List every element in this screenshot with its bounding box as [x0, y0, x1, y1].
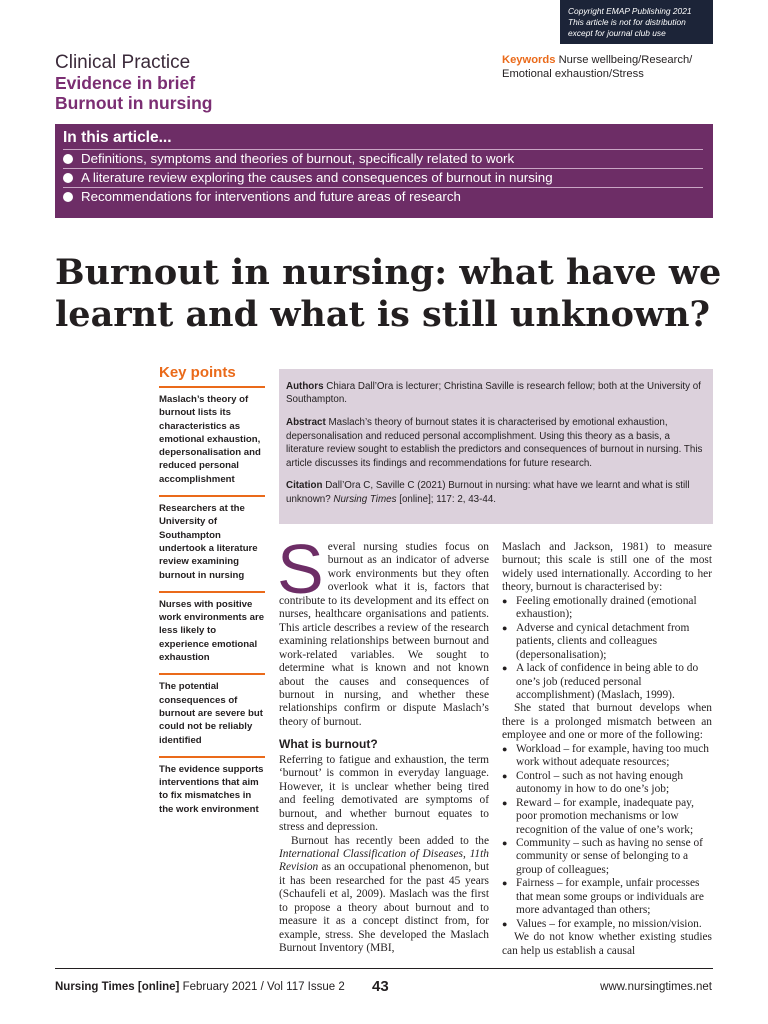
footer-divider: [55, 968, 713, 969]
text-run: as an occupational phenomenon, but it has been researched for the past 45 years (Schaufeli et al, 2009). Maslach was the first to propose a theory about burnout and to measure it as a concept distinct from, for example, stress. She developed the Maslach Burnout Inventory (MBI,: [279, 861, 489, 955]
citation-journal: Nursing Times: [333, 493, 397, 505]
authors: [286, 380, 703, 407]
bullet-list: [502, 743, 712, 931]
key-point: Nurses with positive work environments are less likely to experience emotional exhaustion: [159, 598, 265, 664]
abstract: [286, 416, 703, 470]
paragraph: [279, 835, 489, 956]
in-this-article-box: [55, 124, 713, 218]
paragraph: Maslach and Jackson, 1981) to measure burnout; this scale is still one of the most widely used internationally. According to her theory, burnout is characterised by:: [502, 541, 712, 594]
headline-line: learnt and what is still unknown?: [55, 294, 711, 335]
paragraph: We do not know whether existing studies can help us establish a causal: [502, 931, 712, 957]
body-column-2: [502, 541, 712, 958]
citation-tail: [online]; 117: 2, 43-44.: [399, 493, 496, 505]
list-item: ● Adverse and cynical detachment from patients, clients and colleagues (depersonalisation);: [502, 622, 712, 662]
article-item: [63, 150, 703, 168]
keywords-line: Emotional exhaustion/Stress: [502, 68, 644, 80]
key-point: The potential consequences of burnout are severe but could not be reliably identified: [159, 681, 263, 746]
bullet-icon: [63, 173, 73, 183]
list-item: ● A lack of confidence in being able to do one’s job (reduced personal accomplishment) (Maslach, 1999).: [502, 662, 712, 702]
authors-label: Authors: [286, 381, 324, 392]
citation: [286, 479, 703, 506]
list-item: ● Values – for example, no mission/vision.: [502, 918, 712, 931]
list-item: ● Workload – for example, having too much work without adequate resources;: [502, 743, 712, 770]
article-item-text: Recommendations for interventions and future areas of research: [81, 189, 461, 204]
section-type: Evidence in brief: [55, 73, 196, 93]
headline-line: Burnout in nursing: what have we: [55, 252, 722, 293]
intro-text: everal nursing studies focus on burnout as an indicator of adverse work environments but they often overlook what it is, factors that contribute to its development and its effect on nurses, healthcare organisations and patients. This article describes a review of the research examining relationships between burnout and work-related variables. We sought to determine what is known and not known about the causes and consequences of burnout in nursing, and whether these relationships confirm or dispute Maslach’s theory of burnout.: [279, 541, 489, 728]
article-item-text: Definitions, symptoms and theories of burnout, specifically related to work: [81, 151, 515, 166]
keywords-line: Nurse wellbeing/Research/: [558, 54, 693, 66]
bullet-icon: [63, 192, 73, 202]
key-point: The evidence supports interventions that aim to fix mismatches in the work environment: [159, 763, 264, 815]
list-item: ● Reward – for example, inadequate pay, poor promotion mechanisms or low recognition of the value of one’s work;: [502, 797, 712, 837]
keywords: [502, 53, 722, 81]
copyright-line: except for journal club use: [568, 28, 666, 38]
page-number: 43: [372, 978, 389, 995]
abstract-label: Abstract: [286, 417, 326, 429]
in-this-article-title: In this article...: [63, 129, 172, 146]
abstract-text: Maslach’s theory of burnout states it is characterised by emotional exhaustion, depersonalisation and reduced personal accomplishment. Using this theory as a basis, a literature review sought to establish the predictors and consequences of burnout in nursing. This article discusses its findings and recommendations for future research.: [286, 417, 703, 469]
footer-journal: [55, 981, 345, 993]
list-item: ● Feeling emotionally drained (emotional exhaustion);: [502, 595, 712, 622]
article-headline: [55, 252, 735, 336]
key-points-title: Key points: [159, 364, 236, 381]
paragraph: Referring to fatigue and exhaustion, the term ‘burnout’ is common in everyday language. However, it is unclear whether being tired and feeling demotivated are symptoms of burnout, and whether burnout equates to stress and depression.: [279, 753, 489, 834]
icd-title: International Classification of Diseases, 11th Revision: [279, 847, 489, 874]
section-header: [55, 52, 212, 113]
copyright-line: Copyright EMAP Publishing 2021: [568, 6, 692, 16]
article-item: [63, 169, 703, 187]
intro-paragraph: [277, 530, 489, 729]
list-item: ● Control – such as not having enough autonomy in how to do one’s job;: [502, 770, 712, 797]
drop-cap: S: [277, 530, 324, 608]
article-item-text: A literature review exploring the causes and consequences of burnout in nursing: [81, 170, 553, 185]
paragraph: She stated that burnout develops when there is a prolonged mismatch between an employee and one or more of the following:: [502, 702, 712, 742]
citation-label: Citation: [286, 480, 323, 492]
website-url: www.nursingtimes.net: [600, 981, 712, 993]
copyright-notice: [560, 0, 713, 44]
body-column-1: [277, 530, 489, 956]
text-run: Burnout has recently been added to the: [291, 834, 489, 847]
list-item: ● Community – such as having no sense of community or sense of belonging to a group of colleagues;: [502, 837, 712, 877]
section-category: Clinical Practice: [55, 52, 191, 73]
list-item: ● Fairness – for example, unfair processes that mean some groups or individuals are more advantaged than others;: [502, 877, 712, 917]
section-topic: Burnout in nursing: [55, 93, 213, 113]
key-point: Researchers at the University of Southampton undertook a literature review examining burnout in nursing: [159, 503, 258, 581]
article-item: [63, 188, 703, 206]
key-point: Maslach’s theory of burnout lists its characteristics as emotional exhaustion, depersonalisation and reduced personal accomplishment: [159, 394, 261, 485]
authors-text: Chiara Dall’Ora is lecturer; Christina Saville is research fellow; both at the University of Southampton.: [286, 381, 701, 406]
bullet-list: [502, 595, 712, 703]
subheading: What is burnout?: [279, 737, 378, 752]
key-points: [159, 364, 265, 825]
journal-name: Nursing Times [online]: [55, 981, 180, 993]
journal-issue: February 2021 / Vol 117 Issue 2: [182, 981, 345, 993]
citation-text: Dall’Ora C, Saville C (2021) Burnout in nursing: what have we learnt and what is still unknown?: [286, 480, 690, 505]
copyright-line: This article is not for distribution: [568, 17, 686, 27]
keywords-label: Keywords: [502, 54, 556, 66]
bullet-icon: [63, 154, 73, 164]
abstract-box: [279, 369, 713, 524]
